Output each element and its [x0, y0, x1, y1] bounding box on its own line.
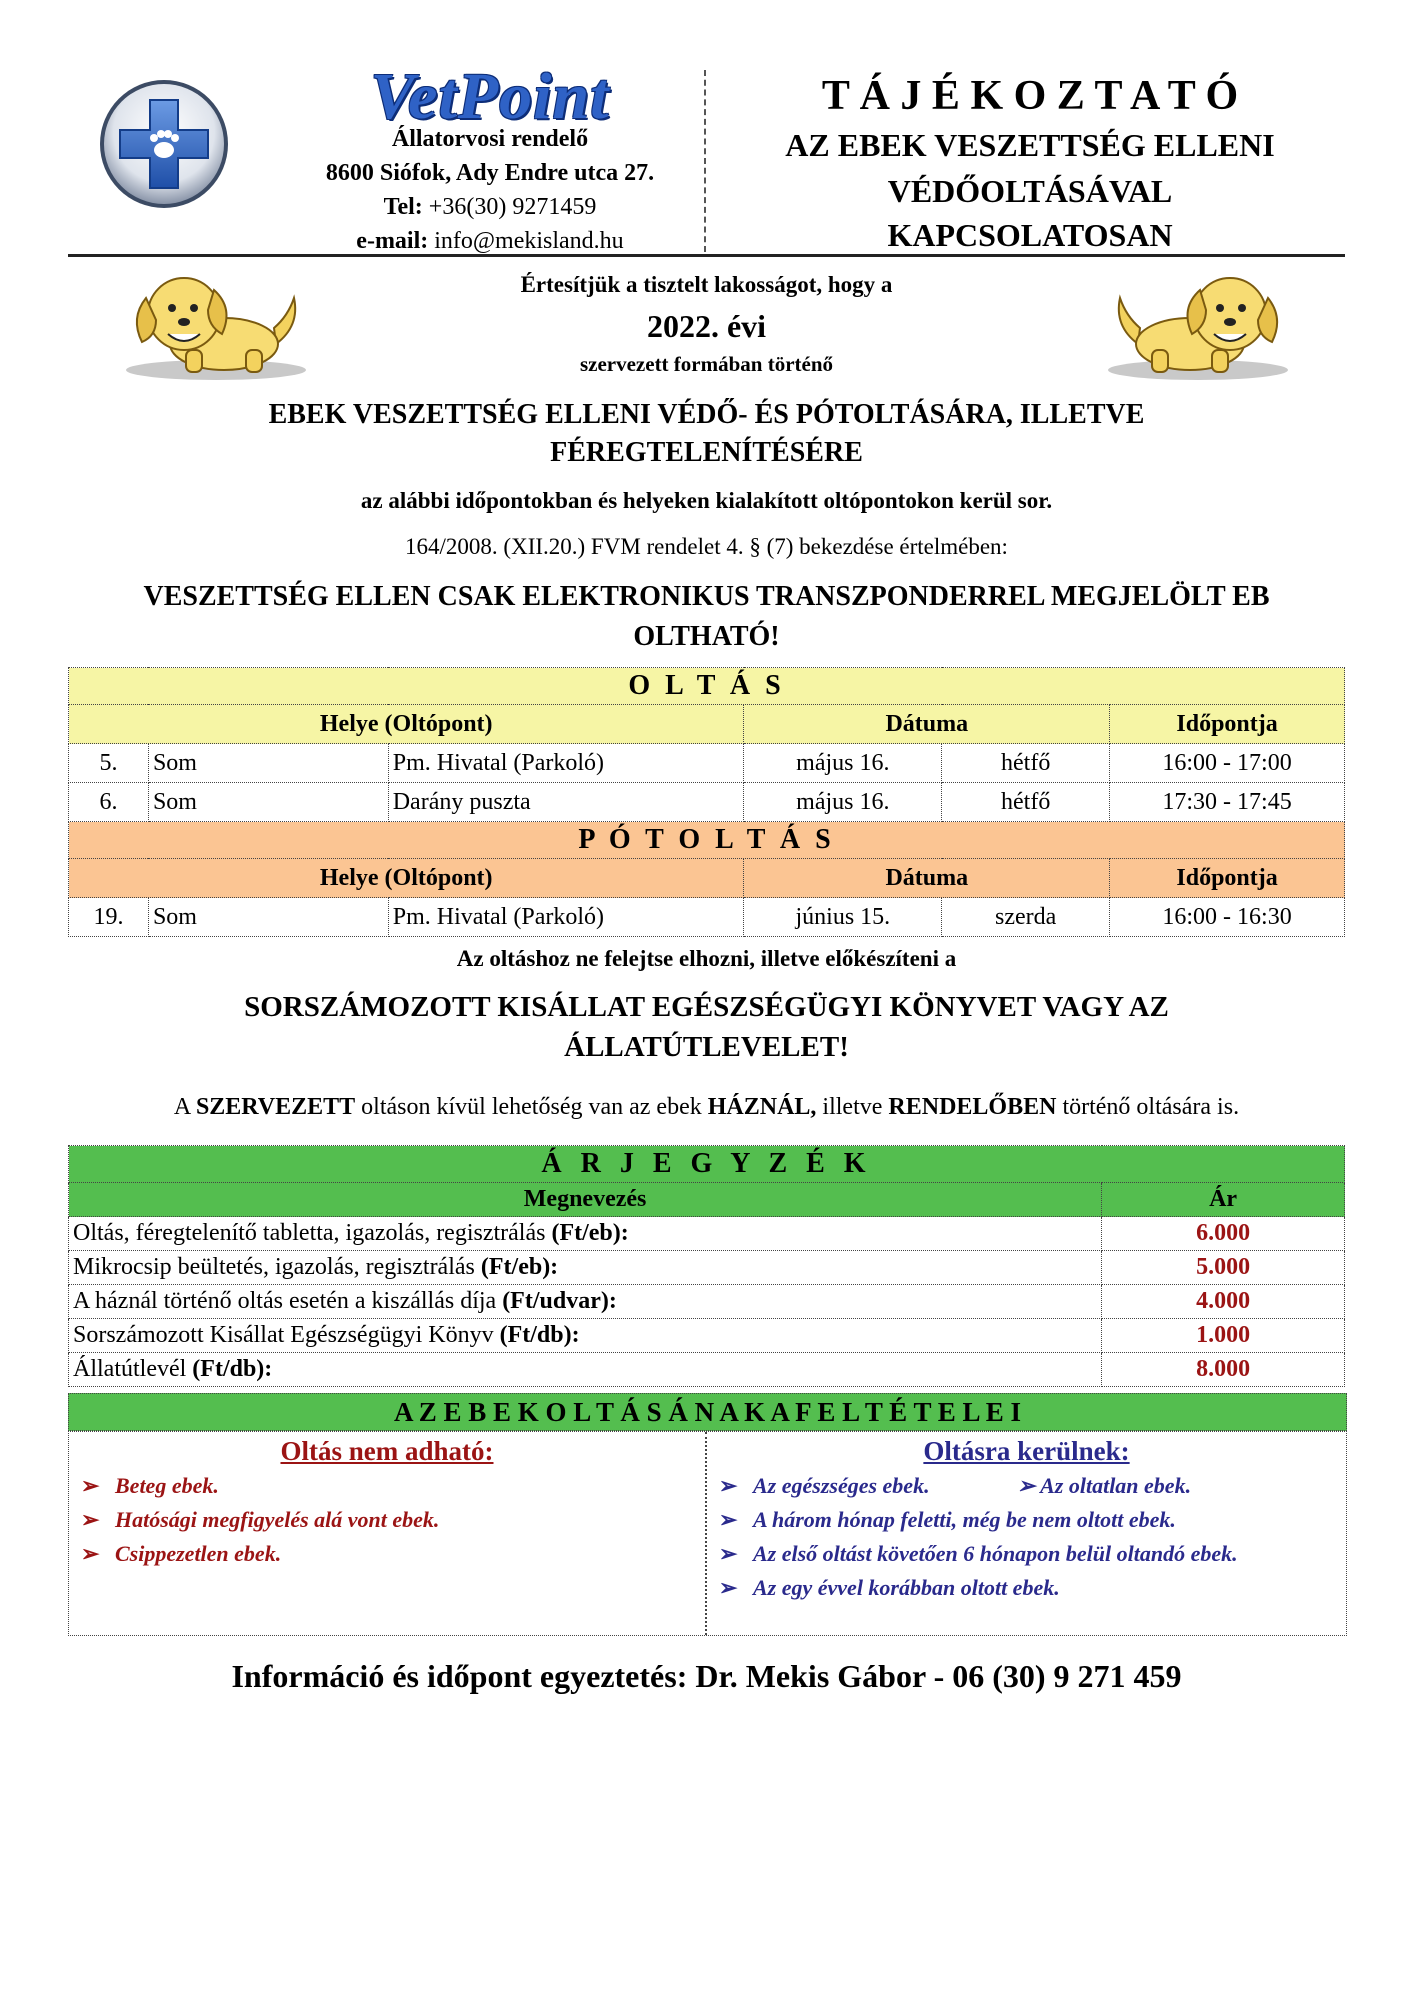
regulation-reference: 164/2008. (XII.20.) FVM rendelet 4. § (7) bekezdése értelmében:	[405, 534, 1008, 559]
list-item: ➢ Beteg ebek.	[69, 1469, 705, 1503]
reminder-big-2: ÁLLATÚTLEVELET!	[564, 1031, 849, 1063]
row-place: Pm. Hivatal (Parkoló)	[388, 744, 744, 783]
clinic-name: Állatorvosi rendelő	[391, 126, 589, 152]
conditions-title: A Z E B E K O L T Á S Á N A K A F E L T É T E L E I	[68, 1393, 1347, 1431]
list-item: ➢ Hatósági megfigyelés alá vont ebek.	[69, 1503, 705, 1537]
row-town: Som	[148, 898, 388, 937]
clinic-phone: Tel: +36(30) 9271459	[383, 194, 597, 220]
row-date: május 16.	[744, 744, 942, 783]
vaccination-title-row	[69, 668, 1345, 705]
conditions-box	[68, 1431, 1347, 1636]
row-town: Som	[148, 783, 388, 822]
list-item: ➢ Az egy évvel korábban oltott ebek.	[707, 1571, 1346, 1605]
intro-line-1: Értesítjük a tisztelt lakosságot, hogy a	[520, 272, 893, 297]
intro-line-3: szervezett formában történő	[579, 352, 834, 376]
price-item: Sorszámozott Kisállat Egészségügyi Könyv (Ft/db):	[69, 1319, 1102, 1353]
arrow-bullet-icon: ➢	[81, 1541, 100, 1566]
price-value: 5.000	[1102, 1251, 1345, 1285]
price-item: Oltás, féregtelenítő tabletta, igazolás, regisztrálás (Ft/eb):	[69, 1217, 1102, 1251]
header-rule	[68, 254, 1345, 257]
price-title: Á R J E G Y Z É K	[69, 1146, 1345, 1183]
arrow-bullet-icon: ➢	[719, 1473, 738, 1498]
list-item: ➢ A három hónap feletti, még be nem oltott ebek.	[707, 1503, 1346, 1537]
intro-year: 2022. évi	[646, 308, 767, 344]
header-divider	[704, 70, 706, 252]
clinic-address: 8600 Siófok, Ady Endre utca 27.	[325, 160, 655, 186]
row-town: Som	[148, 744, 388, 783]
medical-cross-logo-icon	[98, 78, 230, 210]
table-row	[69, 1251, 1345, 1285]
document-subtitle-3: KAPCSOLATOSAN	[887, 217, 1173, 253]
col-price-header: Ár	[1102, 1183, 1345, 1217]
list-item: ➢ Csippezetlen ebek.	[69, 1537, 705, 1571]
row-number: 5.	[69, 744, 149, 783]
price-item: A háznál történő oltás esetén a kiszállás díja (Ft/udvar):	[69, 1285, 1102, 1319]
table-row	[69, 898, 1345, 937]
table-row	[69, 1319, 1345, 1353]
price-value: 1.000	[1102, 1319, 1345, 1353]
price-value: 4.000	[1102, 1285, 1345, 1319]
list-item: ➢ Az első oltást követően 6 hónapon belül oltandó ebek.	[707, 1537, 1346, 1571]
vaccination-header-row	[69, 705, 1345, 744]
arrow-bullet-icon: ➢	[81, 1507, 100, 1532]
table-row	[69, 783, 1345, 822]
reminder-big-1: SORSZÁMOZOTT KISÁLLAT EGÉSZSÉGÜGYI KÖNYVET VAGY AZ	[244, 991, 1169, 1023]
table-row	[69, 1285, 1345, 1319]
row-date: június 15.	[744, 898, 942, 937]
table-row	[69, 1353, 1345, 1387]
col-date-header: Dátuma	[744, 859, 1110, 898]
arrow-bullet-icon: ➢	[81, 1473, 100, 1498]
intro-line-5: az alábbi időpontokban és helyeken kialakított oltópontokon kerül sor.	[360, 488, 1053, 513]
makeup-title-row	[69, 822, 1345, 859]
row-day: hétfő	[942, 783, 1110, 822]
clinic-email: e-mail: info@mekisland.hu	[356, 228, 624, 254]
reminder-line: Az oltáshoz ne felejtse elhozni, illetve előkészíteni a	[456, 946, 957, 971]
vaccination-title: O L T Á S	[69, 668, 1345, 705]
makeup-title: P Ó T O L T Á S	[69, 822, 1345, 859]
arrow-bullet-icon: ➢	[719, 1575, 738, 1600]
row-time: 17:30 - 17:45	[1110, 783, 1345, 822]
brand-logo-text: VetPoint	[370, 60, 610, 133]
col-date-header: Dátuma	[744, 705, 1110, 744]
row-time: 16:00 - 17:00	[1110, 744, 1345, 783]
warning-line-2: OLTHATÓ!	[633, 621, 780, 652]
row-day: szerda	[942, 898, 1110, 937]
arrow-bullet-icon: ➢	[1017, 1473, 1036, 1498]
price-table	[68, 1145, 1345, 1387]
row-day: hétfő	[942, 744, 1110, 783]
document-title: T Á J É K O Z T A T Ó	[821, 73, 1239, 119]
row-place: Darány puszta	[388, 783, 744, 822]
not-allowed-title: Oltás nem adható:	[280, 1436, 494, 1466]
col-place-header: Helye (Oltópont)	[69, 705, 744, 744]
row-time: 16:00 - 16:30	[1110, 898, 1345, 937]
vaccination-table	[68, 667, 1345, 937]
price-item: Mikrocsip beültetés, igazolás, regisztrálás (Ft/eb):	[69, 1251, 1102, 1285]
makeup-header-row	[69, 859, 1345, 898]
row-number: 19.	[69, 898, 149, 937]
reminder-paragraph: A SZERVEZETT oltáson kívül lehetőség van az ebek HÁZNÁL, illetve RENDELŐBEN történő oltására is.	[173, 1094, 1240, 1120]
price-value: 8.000	[1102, 1353, 1345, 1387]
row-date: május 16.	[744, 783, 942, 822]
document-subtitle-2: VÉDŐOLTÁSÁVAL	[887, 173, 1173, 209]
col-name-header: Megnevezés	[69, 1183, 1102, 1217]
row-place: Pm. Hivatal (Parkoló)	[388, 898, 744, 937]
price-value: 6.000	[1102, 1217, 1345, 1251]
price-item: Állatútlevél (Ft/db):	[69, 1353, 1102, 1387]
conditions-not-allowed	[69, 1432, 707, 1635]
eligible-title: Oltásra kerülnek:	[923, 1436, 1130, 1466]
contact-footer: Információ és időpont egyeztetés: Dr. Mekis Gábor - 06 (30) 9 271 459	[231, 1658, 1182, 1694]
col-time-header: Időpontja	[1110, 705, 1345, 744]
table-row	[69, 1217, 1345, 1251]
document-subtitle-1: AZ EBEK VESZETTSÉG ELLENI	[785, 127, 1275, 163]
headline-2: FÉREGTELENÍTÉSÉRE	[550, 437, 863, 468]
table-row	[69, 744, 1345, 783]
col-place-header: Helye (Oltópont)	[69, 859, 744, 898]
arrow-bullet-icon: ➢	[719, 1541, 738, 1566]
arrow-bullet-icon: ➢	[719, 1507, 738, 1532]
headline-1: EBEK VESZETTSÉG ELLENI VÉDŐ- ÉS PÓTOLTÁSÁRA, ILLETVE	[268, 399, 1145, 430]
col-time-header: Időpontja	[1110, 859, 1345, 898]
conditions-eligible	[707, 1432, 1346, 1635]
warning-line-1: VESZETTSÉG ELLEN CSAK ELEKTRONIKUS TRANSZPONDERREL MEGJELÖLT EB	[143, 581, 1270, 612]
row-number: 6.	[69, 783, 149, 822]
list-item: ➢ Az egészséges ebek. ➢ Az oltatlan ebek.	[707, 1469, 1346, 1503]
